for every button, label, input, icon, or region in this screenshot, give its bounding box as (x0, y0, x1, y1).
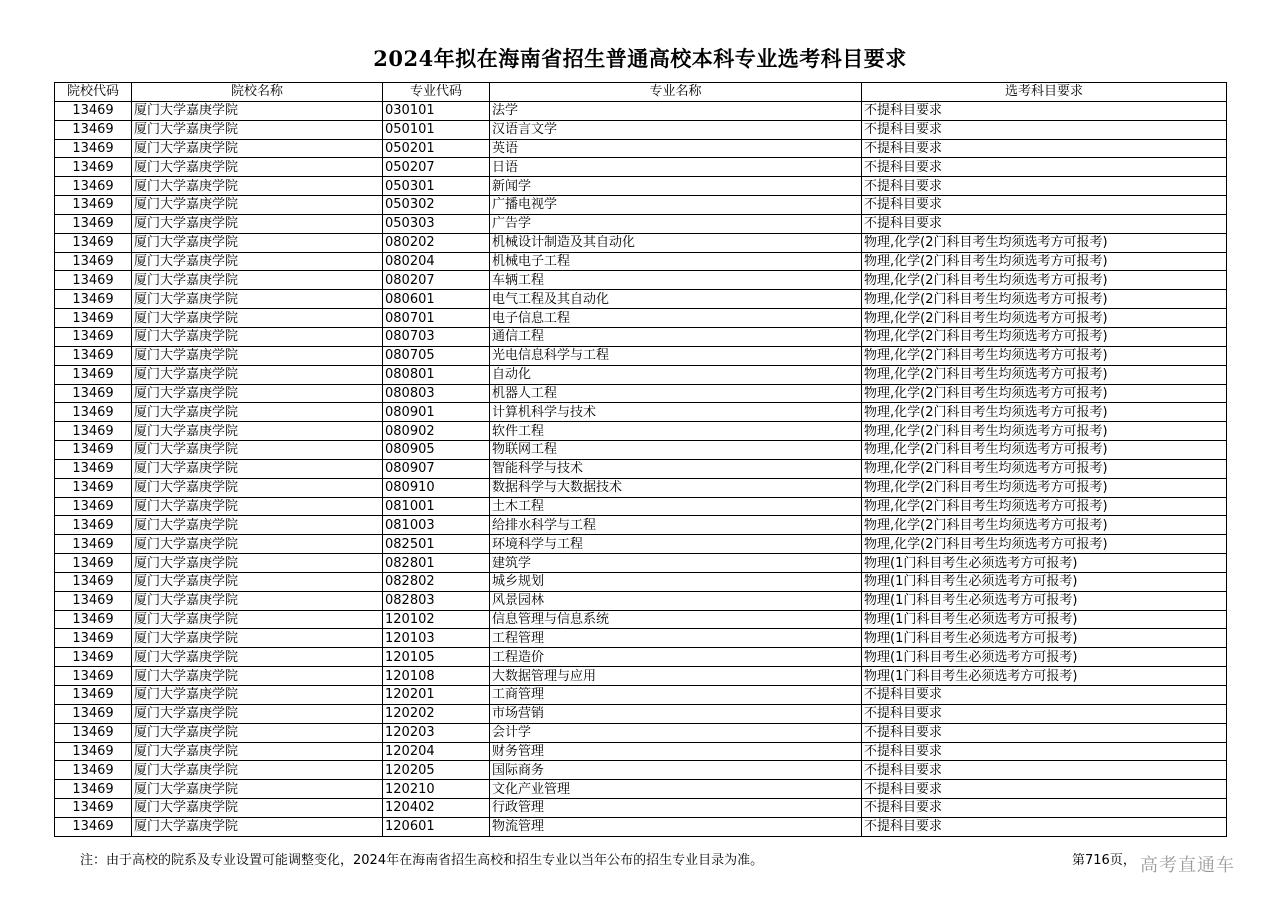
cell-major-name: 汉语言文学 (490, 120, 862, 139)
cell-school-name: 厦门大学嘉庚学院 (132, 591, 383, 610)
cell-major-code: 050301 (383, 177, 490, 196)
cell-school-name: 厦门大学嘉庚学院 (132, 629, 383, 648)
cell-school-name: 厦门大学嘉庚学院 (132, 290, 383, 309)
table-row (55, 610, 1227, 629)
cell-school-name: 厦门大学嘉庚学院 (132, 817, 383, 836)
cell-major-name: 智能科学与技术 (490, 459, 862, 478)
cell-school-code: 13469 (55, 497, 132, 516)
cell-major-name: 机器人工程 (490, 384, 862, 403)
cell-major-name: 光电信息科学与工程 (490, 346, 862, 365)
cell-major-code: 080901 (383, 403, 490, 422)
cell-subject-requirement: 物理,化学(2门科目考生均须选考方可报考) (862, 309, 1227, 328)
cell-school-code: 13469 (55, 346, 132, 365)
cell-school-name: 厦门大学嘉庚学院 (132, 252, 383, 271)
requirements-table (54, 82, 1227, 837)
cell-major-name: 日语 (490, 158, 862, 177)
cell-subject-requirement: 物理(1门科目考生必须选考方可报考) (862, 572, 1227, 591)
cell-major-code: 081003 (383, 516, 490, 535)
cell-major-name: 软件工程 (490, 422, 862, 441)
cell-school-code: 13469 (55, 610, 132, 629)
cell-major-code: 050302 (383, 196, 490, 215)
cell-major-name: 广告学 (490, 214, 862, 233)
cell-major-code: 082803 (383, 591, 490, 610)
cell-subject-requirement: 物理,化学(2门科目考生均须选考方可报考) (862, 478, 1227, 497)
cell-major-name: 新闻学 (490, 177, 862, 196)
table-row (55, 799, 1227, 818)
cell-school-name: 厦门大学嘉庚学院 (132, 422, 383, 441)
table-row (55, 780, 1227, 799)
cell-school-name: 厦门大学嘉庚学院 (132, 196, 383, 215)
cell-subject-requirement: 物理,化学(2门科目考生均须选考方可报考) (862, 252, 1227, 271)
cell-school-name: 厦门大学嘉庚学院 (132, 686, 383, 705)
cell-major-name: 自动化 (490, 365, 862, 384)
page-title: 2024年拟在海南省招生普通高校本科专业选考科目要求 (373, 46, 907, 71)
cell-subject-requirement: 物理,化学(2门科目考生均须选考方可报考) (862, 441, 1227, 460)
cell-school-name: 厦门大学嘉庚学院 (132, 459, 383, 478)
cell-school-name: 厦门大学嘉庚学院 (132, 516, 383, 535)
table-row (55, 572, 1227, 591)
cell-major-name: 通信工程 (490, 327, 862, 346)
table-row (55, 365, 1227, 384)
cell-major-code: 080601 (383, 290, 490, 309)
cell-school-name: 厦门大学嘉庚学院 (132, 403, 383, 422)
cell-major-code: 080701 (383, 309, 490, 328)
cell-school-code: 13469 (55, 667, 132, 686)
cell-school-code: 13469 (55, 177, 132, 196)
cell-major-code: 050303 (383, 214, 490, 233)
table-row (55, 742, 1227, 761)
cell-major-name: 大数据管理与应用 (490, 667, 862, 686)
cell-major-code: 080204 (383, 252, 490, 271)
cell-school-code: 13469 (55, 327, 132, 346)
cell-school-code: 13469 (55, 196, 132, 215)
cell-school-code: 13469 (55, 309, 132, 328)
cell-subject-requirement: 不提科目要求 (862, 799, 1227, 818)
cell-school-code: 13469 (55, 535, 132, 554)
cell-school-code: 13469 (55, 120, 132, 139)
cell-major-name: 建筑学 (490, 554, 862, 573)
cell-major-code: 050201 (383, 139, 490, 158)
cell-major-name: 电气工程及其自动化 (490, 290, 862, 309)
table-row (55, 516, 1227, 535)
cell-major-name: 信息管理与信息系统 (490, 610, 862, 629)
table-row (55, 459, 1227, 478)
cell-major-name: 电子信息工程 (490, 309, 862, 328)
cell-major-code: 120103 (383, 629, 490, 648)
cell-subject-requirement: 不提科目要求 (862, 120, 1227, 139)
table-body (55, 101, 1227, 836)
cell-subject-requirement: 物理,化学(2门科目考生均须选考方可报考) (862, 459, 1227, 478)
cell-major-code: 120102 (383, 610, 490, 629)
table-row (55, 346, 1227, 365)
cell-school-name: 厦门大学嘉庚学院 (132, 309, 383, 328)
cell-major-code: 120205 (383, 761, 490, 780)
cell-school-code: 13469 (55, 723, 132, 742)
cell-major-code: 080705 (383, 346, 490, 365)
cell-major-code: 080910 (383, 478, 490, 497)
cell-major-code: 120210 (383, 780, 490, 799)
cell-major-name: 计算机科学与技术 (490, 403, 862, 422)
cell-subject-requirement: 不提科目要求 (862, 101, 1227, 120)
cell-major-name: 给排水科学与工程 (490, 516, 862, 535)
cell-school-name: 厦门大学嘉庚学院 (132, 158, 383, 177)
table-row (55, 817, 1227, 836)
cell-major-name: 广播电视学 (490, 196, 862, 215)
cell-school-name: 厦门大学嘉庚学院 (132, 799, 383, 818)
cell-major-name: 城乡规划 (490, 572, 862, 591)
cell-subject-requirement: 物理,化学(2门科目考生均须选考方可报考) (862, 384, 1227, 403)
cell-major-name: 文化产业管理 (490, 780, 862, 799)
table-row (55, 177, 1227, 196)
cell-school-name: 厦门大学嘉庚学院 (132, 365, 383, 384)
cell-major-name: 土木工程 (490, 497, 862, 516)
cell-school-code: 13469 (55, 139, 132, 158)
cell-major-name: 数据科学与大数据技术 (490, 478, 862, 497)
table-row (55, 139, 1227, 158)
cell-subject-requirement: 物理(1门科目考生必须选考方可报考) (862, 629, 1227, 648)
cell-subject-requirement: 物理(1门科目考生必须选考方可报考) (862, 648, 1227, 667)
cell-major-name: 会计学 (490, 723, 862, 742)
page-number: 第716页， (1072, 853, 1136, 868)
cell-subject-requirement: 物理,化学(2门科目考生均须选考方可报考) (862, 497, 1227, 516)
cell-school-name: 厦门大学嘉庚学院 (132, 535, 383, 554)
table-row (55, 101, 1227, 120)
cell-major-name: 物流管理 (490, 817, 862, 836)
cell-major-code: 080905 (383, 441, 490, 460)
cell-school-code: 13469 (55, 704, 132, 723)
cell-major-code: 120105 (383, 648, 490, 667)
cell-subject-requirement: 不提科目要求 (862, 761, 1227, 780)
cell-school-name: 厦门大学嘉庚学院 (132, 384, 383, 403)
cell-school-code: 13469 (55, 648, 132, 667)
cell-major-code: 120601 (383, 817, 490, 836)
cell-school-name: 厦门大学嘉庚学院 (132, 704, 383, 723)
cell-school-name: 厦门大学嘉庚学院 (132, 346, 383, 365)
table-header-row (55, 83, 1227, 102)
table-row (55, 686, 1227, 705)
cell-major-code: 080202 (383, 233, 490, 252)
table-row (55, 120, 1227, 139)
cell-school-code: 13469 (55, 384, 132, 403)
table-row (55, 403, 1227, 422)
cell-subject-requirement: 不提科目要求 (862, 158, 1227, 177)
cell-subject-requirement: 物理,化学(2门科目考生均须选考方可报考) (862, 535, 1227, 554)
cell-subject-requirement: 物理,化学(2门科目考生均须选考方可报考) (862, 290, 1227, 309)
header-major-code: 专业代码 (383, 83, 490, 102)
cell-subject-requirement: 物理,化学(2门科目考生均须选考方可报考) (862, 271, 1227, 290)
cell-school-code: 13469 (55, 459, 132, 478)
cell-school-code: 13469 (55, 780, 132, 799)
cell-school-name: 厦门大学嘉庚学院 (132, 761, 383, 780)
cell-school-code: 13469 (55, 742, 132, 761)
table-row (55, 761, 1227, 780)
cell-major-name: 工商管理 (490, 686, 862, 705)
cell-major-name: 环境科学与工程 (490, 535, 862, 554)
cell-major-code: 120203 (383, 723, 490, 742)
cell-major-name: 工程造价 (490, 648, 862, 667)
table-row (55, 290, 1227, 309)
cell-school-code: 13469 (55, 233, 132, 252)
cell-major-name: 机械设计制造及其自动化 (490, 233, 862, 252)
cell-school-name: 厦门大学嘉庚学院 (132, 723, 383, 742)
cell-school-name: 厦门大学嘉庚学院 (132, 441, 383, 460)
cell-school-code: 13469 (55, 572, 132, 591)
cell-school-code: 13469 (55, 516, 132, 535)
table-row (55, 158, 1227, 177)
cell-major-code: 082501 (383, 535, 490, 554)
cell-subject-requirement: 物理,化学(2门科目考生均须选考方可报考) (862, 327, 1227, 346)
cell-school-name: 厦门大学嘉庚学院 (132, 610, 383, 629)
cell-major-name: 法学 (490, 101, 862, 120)
cell-major-code: 080207 (383, 271, 490, 290)
cell-subject-requirement: 物理(1门科目考生必须选考方可报考) (862, 667, 1227, 686)
cell-major-code: 081001 (383, 497, 490, 516)
table-row (55, 497, 1227, 516)
cell-subject-requirement: 不提科目要求 (862, 177, 1227, 196)
cell-school-code: 13469 (55, 686, 132, 705)
table-row (55, 667, 1227, 686)
cell-school-code: 13469 (55, 101, 132, 120)
cell-school-code: 13469 (55, 422, 132, 441)
cell-major-code: 050207 (383, 158, 490, 177)
cell-school-code: 13469 (55, 629, 132, 648)
footer-note: 注：由于高校的院系及专业设置可能调整变化，2024年在海南省招生高校和招生专业以当年公布的招生专业目录为准。 (80, 853, 764, 868)
table-row (55, 384, 1227, 403)
cell-school-name: 厦门大学嘉庚学院 (132, 327, 383, 346)
table-row (55, 554, 1227, 573)
table-row (55, 309, 1227, 328)
cell-major-code: 120108 (383, 667, 490, 686)
cell-school-code: 13469 (55, 817, 132, 836)
cell-major-name: 国际商务 (490, 761, 862, 780)
table-row (55, 196, 1227, 215)
cell-major-code: 050101 (383, 120, 490, 139)
cell-school-code: 13469 (55, 290, 132, 309)
cell-subject-requirement: 物理,化学(2门科目考生均须选考方可报考) (862, 403, 1227, 422)
cell-subject-requirement: 物理,化学(2门科目考生均须选考方可报考) (862, 233, 1227, 252)
cell-school-name: 厦门大学嘉庚学院 (132, 214, 383, 233)
cell-school-name: 厦门大学嘉庚学院 (132, 667, 383, 686)
cell-major-name: 行政管理 (490, 799, 862, 818)
cell-subject-requirement: 物理(1门科目考生必须选考方可报考) (862, 591, 1227, 610)
cell-major-code: 080902 (383, 422, 490, 441)
cell-major-code: 080801 (383, 365, 490, 384)
cell-school-code: 13469 (55, 158, 132, 177)
cell-school-code: 13469 (55, 214, 132, 233)
table-row (55, 591, 1227, 610)
cell-subject-requirement: 物理,化学(2门科目考生均须选考方可报考) (862, 516, 1227, 535)
cell-subject-requirement: 不提科目要求 (862, 196, 1227, 215)
cell-major-code: 080703 (383, 327, 490, 346)
cell-school-name: 厦门大学嘉庚学院 (132, 554, 383, 573)
cell-major-code: 030101 (383, 101, 490, 120)
table-row (55, 422, 1227, 441)
cell-major-name: 车辆工程 (490, 271, 862, 290)
cell-major-code: 120402 (383, 799, 490, 818)
cell-subject-requirement: 物理,化学(2门科目考生均须选考方可报考) (862, 365, 1227, 384)
header-school-name: 院校名称 (132, 83, 383, 102)
cell-major-name: 财务管理 (490, 742, 862, 761)
cell-major-name: 英语 (490, 139, 862, 158)
cell-school-name: 厦门大学嘉庚学院 (132, 139, 383, 158)
cell-subject-requirement: 物理(1门科目考生必须选考方可报考) (862, 554, 1227, 573)
cell-school-name: 厦门大学嘉庚学院 (132, 478, 383, 497)
cell-school-name: 厦门大学嘉庚学院 (132, 271, 383, 290)
header-subject-requirement: 选考科目要求 (862, 83, 1227, 102)
cell-school-code: 13469 (55, 252, 132, 271)
cell-major-code: 080907 (383, 459, 490, 478)
cell-school-code: 13469 (55, 271, 132, 290)
cell-school-name: 厦门大学嘉庚学院 (132, 742, 383, 761)
cell-major-name: 市场营销 (490, 704, 862, 723)
cell-subject-requirement: 不提科目要求 (862, 139, 1227, 158)
cell-school-code: 13469 (55, 554, 132, 573)
cell-major-code: 120202 (383, 704, 490, 723)
header-school-code: 院校代码 (55, 83, 132, 102)
cell-major-code: 082802 (383, 572, 490, 591)
table-row (55, 441, 1227, 460)
cell-subject-requirement: 不提科目要求 (862, 704, 1227, 723)
header-major-name: 专业名称 (490, 83, 862, 102)
cell-school-name: 厦门大学嘉庚学院 (132, 120, 383, 139)
table-row (55, 478, 1227, 497)
cell-major-code: 120201 (383, 686, 490, 705)
cell-major-name: 风景园林 (490, 591, 862, 610)
cell-subject-requirement: 不提科目要求 (862, 780, 1227, 799)
cell-school-code: 13469 (55, 478, 132, 497)
cell-school-name: 厦门大学嘉庚学院 (132, 497, 383, 516)
cell-school-code: 13469 (55, 441, 132, 460)
cell-subject-requirement: 物理,化学(2门科目考生均须选考方可报考) (862, 422, 1227, 441)
cell-major-name: 工程管理 (490, 629, 862, 648)
cell-school-code: 13469 (55, 403, 132, 422)
cell-subject-requirement: 不提科目要求 (862, 742, 1227, 761)
cell-school-name: 厦门大学嘉庚学院 (132, 101, 383, 120)
cell-subject-requirement: 物理,化学(2门科目考生均须选考方可报考) (862, 346, 1227, 365)
cell-subject-requirement: 不提科目要求 (862, 817, 1227, 836)
cell-school-name: 厦门大学嘉庚学院 (132, 572, 383, 591)
cell-school-name: 厦门大学嘉庚学院 (132, 648, 383, 667)
cell-school-name: 厦门大学嘉庚学院 (132, 177, 383, 196)
table-row (55, 648, 1227, 667)
table-row (55, 629, 1227, 648)
cell-school-name: 厦门大学嘉庚学院 (132, 233, 383, 252)
table-row (55, 327, 1227, 346)
table-row (55, 214, 1227, 233)
table-row (55, 271, 1227, 290)
cell-subject-requirement: 不提科目要求 (862, 214, 1227, 233)
cell-major-name: 机械电子工程 (490, 252, 862, 271)
cell-subject-requirement: 不提科目要求 (862, 723, 1227, 742)
table-row (55, 704, 1227, 723)
cell-major-code: 120204 (383, 742, 490, 761)
cell-major-code: 080803 (383, 384, 490, 403)
cell-major-name: 物联网工程 (490, 441, 862, 460)
table-row (55, 252, 1227, 271)
cell-school-code: 13469 (55, 799, 132, 818)
watermark: 高考直通车 (1140, 855, 1235, 876)
table-row (55, 233, 1227, 252)
cell-school-code: 13469 (55, 365, 132, 384)
cell-subject-requirement: 不提科目要求 (862, 686, 1227, 705)
table-row (55, 723, 1227, 742)
cell-school-code: 13469 (55, 591, 132, 610)
cell-school-code: 13469 (55, 761, 132, 780)
cell-major-code: 082801 (383, 554, 490, 573)
cell-subject-requirement: 物理(1门科目考生必须选考方可报考) (862, 610, 1227, 629)
cell-school-name: 厦门大学嘉庚学院 (132, 780, 383, 799)
table-row (55, 535, 1227, 554)
